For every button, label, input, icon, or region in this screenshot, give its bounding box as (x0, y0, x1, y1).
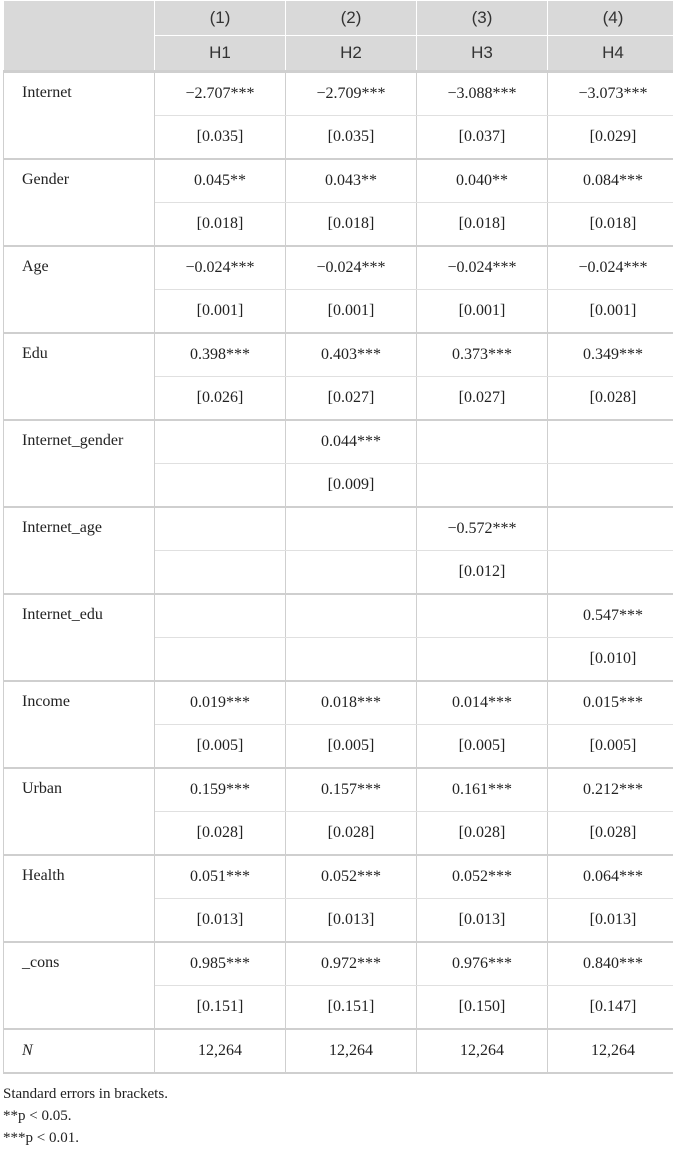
table-row (4, 768, 673, 812)
standard-error-cell: [0.151] (155, 986, 286, 1030)
coefficient-cell: 0.051*** (155, 855, 286, 899)
coefficient-cell: 0.840*** (548, 942, 673, 986)
standard-error-cell: [0.151] (286, 986, 417, 1030)
coefficient-cell: 0.373*** (417, 333, 548, 377)
observations-row (4, 1029, 673, 1073)
table-row (4, 594, 673, 638)
standard-error-cell: [0.001] (417, 290, 548, 334)
coefficient-cell: 0.064*** (548, 855, 673, 899)
coefficient-cell: −0.024*** (417, 246, 548, 290)
regression-table (3, 0, 673, 1074)
variable-label: Urban (4, 768, 155, 855)
variable-label: Internet_edu (4, 594, 155, 681)
standard-error-cell: [0.005] (417, 725, 548, 769)
coefficient-cell: 0.015*** (548, 681, 673, 725)
standard-error-cell (286, 638, 417, 682)
standard-error-cell (548, 464, 673, 508)
coefficient-cell: 0.084*** (548, 159, 673, 203)
table-row (4, 507, 673, 551)
table-row (4, 855, 673, 899)
standard-error-cell: [0.029] (548, 116, 673, 160)
standard-error-cell: [0.001] (286, 290, 417, 334)
column-number: (4) (548, 1, 673, 36)
standard-error-cell: [0.018] (417, 203, 548, 247)
note-line: **p < 0.05. (3, 1108, 72, 1124)
standard-error-cell: [0.005] (155, 725, 286, 769)
coefficient-cell (286, 507, 417, 551)
standard-error-cell: [0.028] (548, 377, 673, 421)
model-name: H2 (286, 36, 417, 72)
table-row (4, 420, 673, 464)
standard-error-cell (548, 551, 673, 595)
standard-error-cell (155, 464, 286, 508)
variable-label: Gender (4, 159, 155, 246)
observations-cell: 12,264 (286, 1029, 417, 1073)
coefficient-cell: 0.018*** (286, 681, 417, 725)
model-name: H4 (548, 36, 673, 72)
standard-error-cell: [0.028] (417, 812, 548, 856)
coefficient-cell: 0.972*** (286, 942, 417, 986)
table-row (4, 246, 673, 290)
coefficient-cell: −0.024*** (548, 246, 673, 290)
coefficient-cell: 0.212*** (548, 768, 673, 812)
coefficient-cell: 0.161*** (417, 768, 548, 812)
coefficient-cell: −3.073*** (548, 72, 673, 116)
coefficient-cell: −0.572*** (417, 507, 548, 551)
coefficient-cell: 0.052*** (286, 855, 417, 899)
standard-error-cell: [0.150] (417, 986, 548, 1030)
coefficient-cell: 0.044*** (286, 420, 417, 464)
model-name: H1 (155, 36, 286, 72)
standard-error-cell (417, 638, 548, 682)
header-blank-cell (4, 1, 155, 72)
coefficient-cell (548, 507, 673, 551)
coefficient-cell: 0.403*** (286, 333, 417, 377)
coefficient-cell: 0.019*** (155, 681, 286, 725)
coefficient-cell: −0.024*** (286, 246, 417, 290)
coefficient-cell: 0.157*** (286, 768, 417, 812)
standard-error-cell: [0.035] (155, 116, 286, 160)
coefficient-cell: 0.985*** (155, 942, 286, 986)
variable-label: Income (4, 681, 155, 768)
coefficient-cell: 0.014*** (417, 681, 548, 725)
table-header (4, 1, 673, 72)
standard-error-cell: [0.037] (417, 116, 548, 160)
coefficient-cell (155, 507, 286, 551)
variable-label: Internet_gender (4, 420, 155, 507)
variable-label: _cons (4, 942, 155, 1029)
column-number: (3) (417, 1, 548, 36)
standard-error-cell: [0.010] (548, 638, 673, 682)
coefficient-cell: 0.045** (155, 159, 286, 203)
coefficient-cell: 0.349*** (548, 333, 673, 377)
observations-cell: 12,264 (155, 1029, 286, 1073)
variable-label: Edu (4, 333, 155, 420)
variable-label: Age (4, 246, 155, 333)
variable-label: Internet_age (4, 507, 155, 594)
standard-error-cell: [0.027] (417, 377, 548, 421)
standard-error-cell (155, 638, 286, 682)
coefficient-cell: 0.547*** (548, 594, 673, 638)
standard-error-cell: [0.001] (155, 290, 286, 334)
observations-cell: 12,264 (548, 1029, 673, 1073)
standard-error-cell: [0.027] (286, 377, 417, 421)
variable-label: Internet (4, 72, 155, 160)
coefficient-cell: 0.398*** (155, 333, 286, 377)
table-body (4, 72, 673, 1074)
coefficient-cell (286, 594, 417, 638)
observations-label: N (4, 1029, 155, 1073)
standard-error-cell: [0.013] (155, 899, 286, 943)
standard-error-cell: [0.026] (155, 377, 286, 421)
standard-error-cell: [0.018] (286, 203, 417, 247)
standard-error-cell: [0.028] (155, 812, 286, 856)
standard-error-cell (286, 551, 417, 595)
standard-error-cell: [0.001] (548, 290, 673, 334)
standard-error-cell: [0.013] (548, 899, 673, 943)
standard-error-cell: [0.005] (548, 725, 673, 769)
model-name: H3 (417, 36, 548, 72)
coefficient-cell (417, 420, 548, 464)
column-number: (1) (155, 1, 286, 36)
standard-error-cell: [0.013] (286, 899, 417, 943)
standard-error-cell (155, 551, 286, 595)
coefficient-cell (548, 420, 673, 464)
observations-cell: 12,264 (417, 1029, 548, 1073)
table-row (4, 942, 673, 986)
standard-error-cell: [0.018] (548, 203, 673, 247)
standard-error-cell: [0.013] (417, 899, 548, 943)
standard-error-cell: [0.147] (548, 986, 673, 1030)
coefficient-cell: −3.088*** (417, 72, 548, 116)
coefficient-cell (155, 594, 286, 638)
coefficient-cell: 0.976*** (417, 942, 548, 986)
note-line: ***p < 0.01. (3, 1130, 79, 1146)
table-row (4, 333, 673, 377)
coefficient-cell (155, 420, 286, 464)
standard-error-cell: [0.028] (286, 812, 417, 856)
coefficient-cell: −2.707*** (155, 72, 286, 116)
coefficient-cell: 0.159*** (155, 768, 286, 812)
table-row (4, 72, 673, 116)
note-line: Standard errors in brackets. (3, 1086, 168, 1102)
table-notes (3, 1083, 168, 1149)
standard-error-cell (417, 464, 548, 508)
standard-error-cell: [0.012] (417, 551, 548, 595)
standard-error-cell: [0.028] (548, 812, 673, 856)
coefficient-cell (417, 594, 548, 638)
standard-error-cell: [0.035] (286, 116, 417, 160)
coefficient-cell: 0.040** (417, 159, 548, 203)
column-number: (2) (286, 1, 417, 36)
coefficient-cell: −2.709*** (286, 72, 417, 116)
standard-error-cell: [0.018] (155, 203, 286, 247)
coefficient-cell: −0.024*** (155, 246, 286, 290)
table-row (4, 159, 673, 203)
standard-error-cell: [0.005] (286, 725, 417, 769)
coefficient-cell: 0.043** (286, 159, 417, 203)
standard-error-cell: [0.009] (286, 464, 417, 508)
variable-label: Health (4, 855, 155, 942)
table-row (4, 681, 673, 725)
coefficient-cell: 0.052*** (417, 855, 548, 899)
